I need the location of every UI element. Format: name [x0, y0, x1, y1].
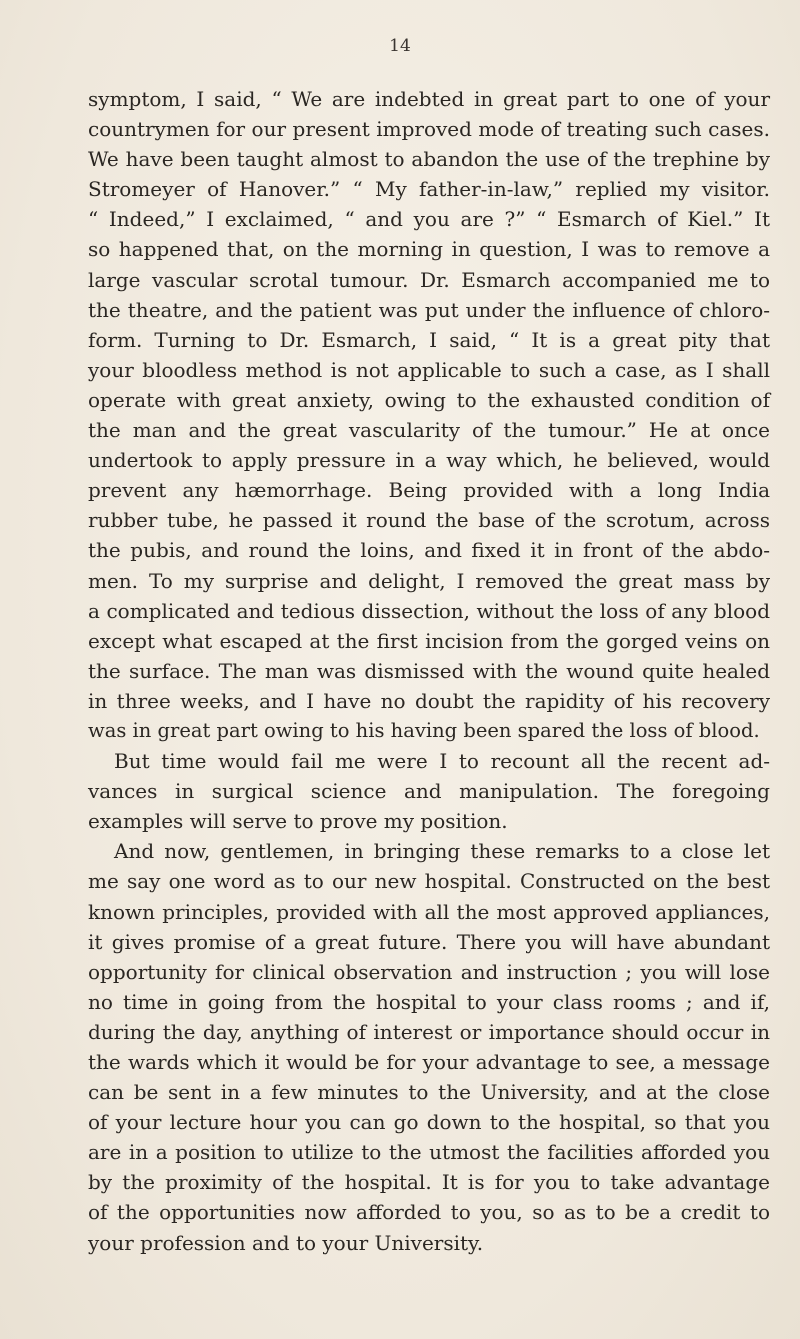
text-line: by the proximity of the hospital. It is for you to take advantage: [88, 1170, 770, 1195]
text-line: the pubis, and round the loins, and fixed it in front of the abdo-: [88, 538, 770, 563]
text-line: prevent any hæmorrhage. Being provided with a long India: [88, 478, 770, 503]
body-text: [88, 84, 770, 1258]
text-line: it gives promise of a great future. There you will have abundant: [88, 929, 770, 954]
text-line: except what escaped at the first incision from the gorged veins on: [88, 628, 770, 653]
text-line: are in a position to utilize to the utmost the facilities afforded you: [88, 1140, 770, 1165]
text-line: can be sent in a few minutes to the University, and at the close: [88, 1080, 770, 1105]
text-line: vances in surgical science and manipulation. The foregoing: [88, 779, 770, 804]
text-line: Stromeyer of Hanover.” “ My father-in-law,” replied my visitor.: [88, 177, 770, 202]
text-line: was in great part owing to his having been spared the loss of blood.: [88, 718, 760, 742]
text-line: the theatre, and the patient was put under the influence of chloro-: [88, 297, 770, 322]
text-line: opportunity for clinical observation and instruction ; you will lose: [88, 959, 770, 984]
text-line: of your lecture hour you can go down to the hospital, so that you: [88, 1110, 770, 1135]
text-line: We have been taught almost to abandon the use of the trephine by: [88, 147, 770, 172]
text-line: form. Turning to Dr. Esmarch, I said, “ It is a great pity that: [88, 327, 770, 352]
text-line: “ Indeed,” I exclaimed, “ and you are ?” “ Esmarch of Kiel.” It: [88, 207, 770, 232]
text-line: large vascular scrotal tumour. Dr. Esmarch accompanied me to: [88, 267, 770, 292]
text-line: a complicated and tedious dissection, without the loss of any blood: [88, 598, 770, 623]
text-line: operate with great anxiety, owing to the exhausted condition of: [88, 387, 770, 412]
text-line: your profession and to your University.: [88, 1230, 484, 1255]
text-line: rubber tube, he passed it round the base of the scrotum, across: [88, 508, 770, 533]
text-line: undertook to apply pressure in a way which, he believed, would: [88, 448, 770, 473]
text-line: examples will serve to prove my position.: [88, 809, 508, 834]
text-line: known principles, provided with all the most approved appliances,: [88, 899, 770, 924]
text-line: the wards which it would be for your advantage to see, a message: [88, 1050, 770, 1074]
text-line: symptom, I said, “ We are indebted in great part to one of your: [88, 87, 770, 111]
text-line: in three weeks, and I have no doubt the rapidity of his recovery: [88, 688, 770, 713]
text-line: your bloodless method is not applicable to such a case, as I shall: [88, 357, 770, 382]
text-line: And now, gentlemen, in bringing these remarks to a close let: [114, 839, 770, 864]
text-line: But time would fail me were I to recount all the recent ad-: [114, 749, 770, 774]
text-line: no time in going from the hospital to your class rooms ; and if,: [88, 989, 770, 1014]
text-line: of the opportunities now afforded to you, so as to be a credit to: [88, 1200, 770, 1225]
text-line: me say one word as to our new hospital. Constructed on the best: [88, 869, 770, 894]
text-line: during the day, anything of interest or importance should occur in: [88, 1019, 770, 1044]
page-number: 14: [389, 36, 411, 56]
text-line: countrymen for our present improved mode of treating such cases.: [88, 117, 770, 142]
text-line: the man and the great vascularity of the tumour.” He at once: [88, 418, 770, 443]
text-line: so happened that, on the morning in question, I was to remove a: [88, 237, 770, 262]
text-line: the surface. The man was dismissed with the wound quite healed: [88, 658, 770, 683]
text-line: men. To my surprise and delight, I removed the great mass by: [88, 568, 770, 593]
